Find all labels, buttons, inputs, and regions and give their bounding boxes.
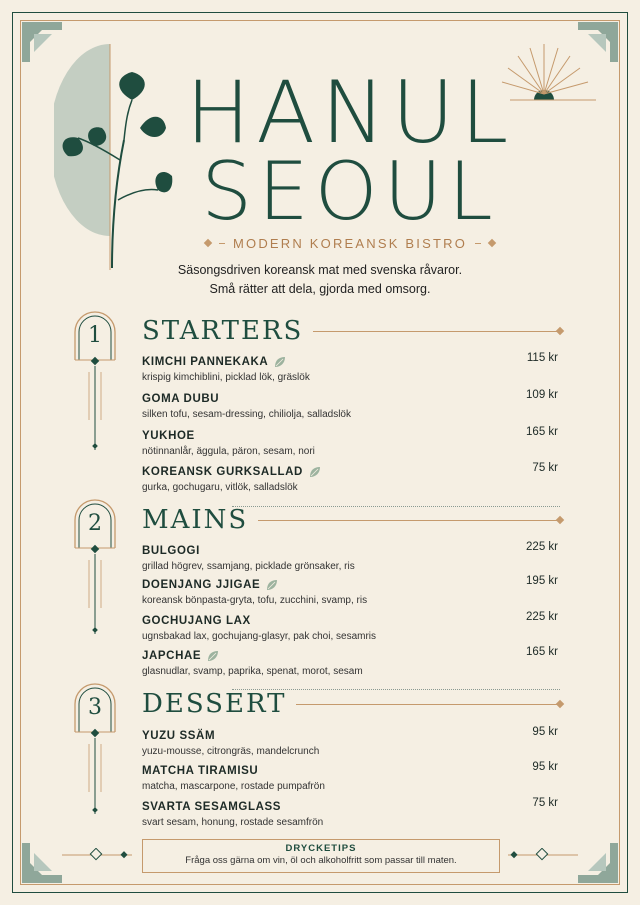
item-name: GOMA DUBU bbox=[142, 393, 220, 405]
menu-item bbox=[142, 646, 558, 680]
item-price: 115 kr bbox=[526, 352, 558, 364]
menu-item bbox=[142, 352, 558, 386]
leaf-icon bbox=[309, 466, 321, 478]
item-name: GOCHUJANG LAX bbox=[142, 615, 251, 627]
item-name-wrap bbox=[142, 545, 200, 557]
menu-item bbox=[142, 541, 558, 575]
item-name-wrap bbox=[142, 393, 219, 405]
item-desc: yuzu-mousse, citrongräs, mandelcrunch bbox=[142, 746, 320, 757]
item-desc: krispig kimchiblini, picklad lök, gräslök bbox=[142, 372, 310, 383]
item-price: 109 kr bbox=[526, 389, 558, 401]
section-rule bbox=[258, 520, 560, 521]
item-desc: koreansk bönpasta-gryta, tofu, zucchini, svamp, ris bbox=[142, 595, 368, 606]
item-name-wrap bbox=[142, 356, 286, 368]
item-name: KOREANSK GURKSALLAD bbox=[142, 466, 303, 478]
item-desc: matcha, mascarpone, rostade pumpafrön bbox=[142, 781, 325, 792]
item-desc: ugnsbakad lax, gochujang-glasyr, pak choi, sesamris bbox=[142, 631, 377, 642]
item-price: 225 kr bbox=[526, 611, 558, 623]
item-name-wrap bbox=[142, 430, 195, 442]
item-desc: svart sesam, honung, rostade sesamfrön bbox=[142, 817, 324, 828]
section-title: DESSERT bbox=[142, 689, 287, 719]
item-desc: silken tofu, sesam-dressing, chiliolja, salladslök bbox=[142, 409, 351, 420]
footer-ornament-icon bbox=[62, 848, 132, 862]
item-price: 195 kr bbox=[526, 575, 558, 587]
item-price: 95 kr bbox=[532, 761, 558, 773]
intro-line: Små rätter att dela, gjorda med omsorg. bbox=[209, 282, 431, 296]
item-name-wrap bbox=[142, 765, 258, 777]
item-name: YUZU SSÄM bbox=[142, 730, 216, 742]
drinks-tip-box bbox=[142, 839, 500, 873]
menu-item bbox=[142, 797, 558, 831]
section-title: STARTERS bbox=[142, 316, 304, 346]
section-number bbox=[73, 310, 117, 470]
item-name: SVARTA SESAMGLASS bbox=[142, 801, 282, 813]
subtitle: MODERN KOREANSK BISTRO bbox=[232, 235, 468, 251]
leaf-icon bbox=[274, 356, 286, 368]
section-number bbox=[73, 498, 117, 658]
item-name: BULGOGI bbox=[142, 545, 200, 557]
menu-item bbox=[142, 761, 558, 795]
section-rule bbox=[313, 331, 560, 332]
section-number-text: 2 bbox=[88, 511, 102, 536]
drinks-heading: DRYCKETIPS bbox=[285, 843, 357, 854]
menu-item bbox=[142, 575, 558, 609]
item-name-wrap bbox=[142, 579, 278, 591]
leaf-icon bbox=[266, 579, 278, 591]
title-line-1: HANUL bbox=[185, 63, 515, 163]
menu-item bbox=[142, 611, 558, 645]
divider bbox=[475, 243, 481, 244]
diamond-icon bbox=[204, 239, 212, 247]
item-name-wrap bbox=[142, 650, 219, 662]
divider bbox=[219, 243, 225, 244]
drinks-text: Fråga oss gärna om vin, öl och alkoholfritt som passar till maten. bbox=[185, 855, 457, 866]
menu-item bbox=[142, 389, 558, 423]
item-price: 165 kr bbox=[526, 426, 558, 438]
section-header-mains bbox=[142, 505, 560, 535]
section-header-starters bbox=[142, 316, 560, 346]
title-line-2: SEOUL bbox=[201, 145, 499, 238]
item-price: 165 kr bbox=[526, 646, 558, 658]
item-price: 75 kr bbox=[532, 797, 558, 809]
corner-ornament-icon bbox=[22, 843, 62, 883]
item-price: 225 kr bbox=[526, 541, 558, 553]
menu-item bbox=[142, 462, 558, 496]
item-name: MATCHA TIRAMISU bbox=[142, 765, 259, 777]
item-name: JAPCHAE bbox=[142, 650, 202, 662]
menu-item bbox=[142, 726, 558, 760]
intro-line: Säsongsdriven koreansk mat med svenska råvaror. bbox=[177, 263, 463, 277]
item-price: 75 kr bbox=[532, 462, 558, 474]
item-name-wrap bbox=[142, 615, 251, 627]
section-number-text: 3 bbox=[88, 695, 102, 720]
item-desc: glasnudlar, svamp, paprika, spenat, morot, sesam bbox=[142, 666, 363, 677]
section-number bbox=[73, 682, 117, 842]
item-name: YUKHOE bbox=[142, 430, 195, 442]
item-name-wrap bbox=[142, 730, 215, 742]
item-desc: grillad högrev, ssamjang, picklade grönsaker, ris bbox=[142, 561, 355, 572]
item-name-wrap bbox=[142, 801, 281, 813]
intro-text bbox=[0, 261, 640, 299]
corner-ornament-icon bbox=[578, 843, 618, 883]
item-desc: gurka, gochugaru, vitlök, salladslök bbox=[142, 482, 298, 493]
leaf-icon bbox=[207, 650, 219, 662]
section-title: MAINS bbox=[142, 505, 249, 535]
section-header-dessert bbox=[142, 689, 560, 719]
item-name: KIMCHI PANNEKAKA bbox=[142, 356, 269, 368]
footer-ornament-icon bbox=[508, 848, 578, 862]
item-desc: nötinnanlår, äggula, päron, sesam, nori bbox=[142, 446, 315, 457]
item-name: DOENJANG JJIGAE bbox=[142, 579, 261, 591]
item-name-wrap bbox=[142, 466, 321, 478]
diamond-icon bbox=[488, 239, 496, 247]
subtitle-row bbox=[205, 234, 495, 252]
item-price: 95 kr bbox=[532, 726, 558, 738]
menu-item bbox=[142, 426, 558, 460]
section-rule bbox=[296, 704, 560, 705]
section-number-text: 1 bbox=[88, 323, 102, 348]
